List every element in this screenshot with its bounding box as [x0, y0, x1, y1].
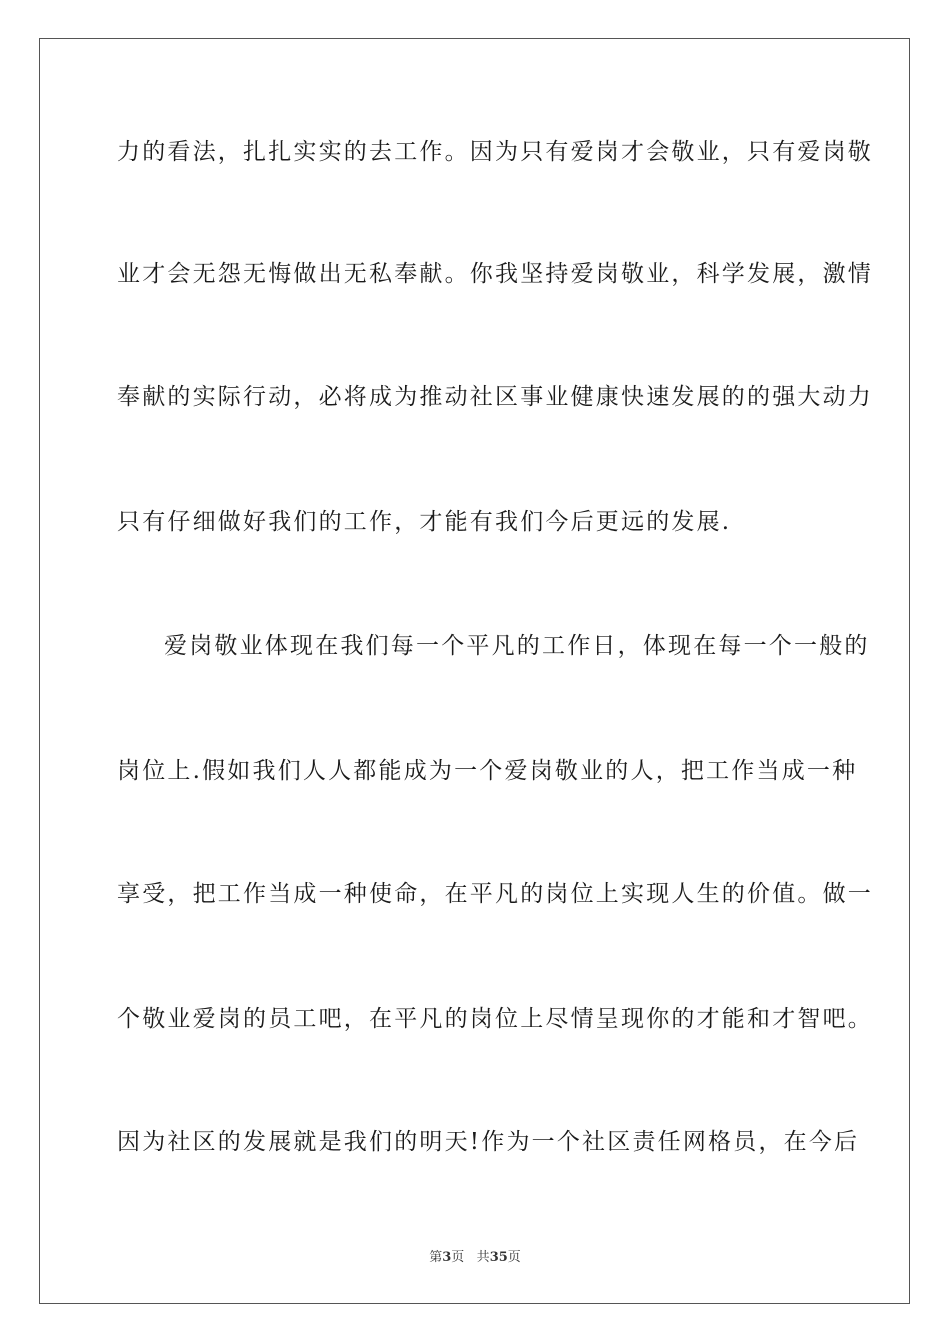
body-text-line: 业才会无怨无悔做出无私奉献。你我坚持爱岗敬业，科学发展，激情: [117, 261, 873, 287]
page-suffix: 页: [451, 1250, 465, 1265]
body-text-line: 享受，把工作当成一种使命，在平凡的岗位上实现人生的价值。做一: [117, 881, 873, 907]
body-text-line: 只有仔细做好我们的工作，才能有我们今后更远的发展.: [117, 509, 732, 535]
body-text-line: 个敬业爱岗的员工吧，在平凡的岗位上尽情呈现你的才能和才智吧。: [117, 1006, 873, 1032]
total-prefix: 共: [476, 1250, 490, 1265]
body-text-line: 岗位上.假如我们人人都能成为一个爱岗敬业的人，把工作当成一种: [117, 758, 858, 784]
page-prefix: 第: [429, 1250, 443, 1265]
page-footer: [0, 1246, 950, 1265]
body-text-line: 力的看法，扎扎实实的去工作。因为只有爱岗才会敬业，只有爱岗敬: [117, 139, 873, 165]
page-number: 3: [442, 1250, 452, 1265]
total-suffix: 页: [507, 1250, 521, 1265]
body-text-line: 奉献的实际行动，必将成为推动社区事业健康快速发展的的强大动力: [117, 384, 873, 410]
total-pages: 35: [489, 1250, 508, 1265]
paragraph-first-line: 爱岗敬业体现在我们每一个平凡的工作日，体现在每一个一般的: [164, 633, 870, 659]
body-text-line: 因为社区的发展就是我们的明天!作为一个社区责任网格员，在今后: [117, 1129, 860, 1155]
page-border: [39, 38, 910, 1304]
